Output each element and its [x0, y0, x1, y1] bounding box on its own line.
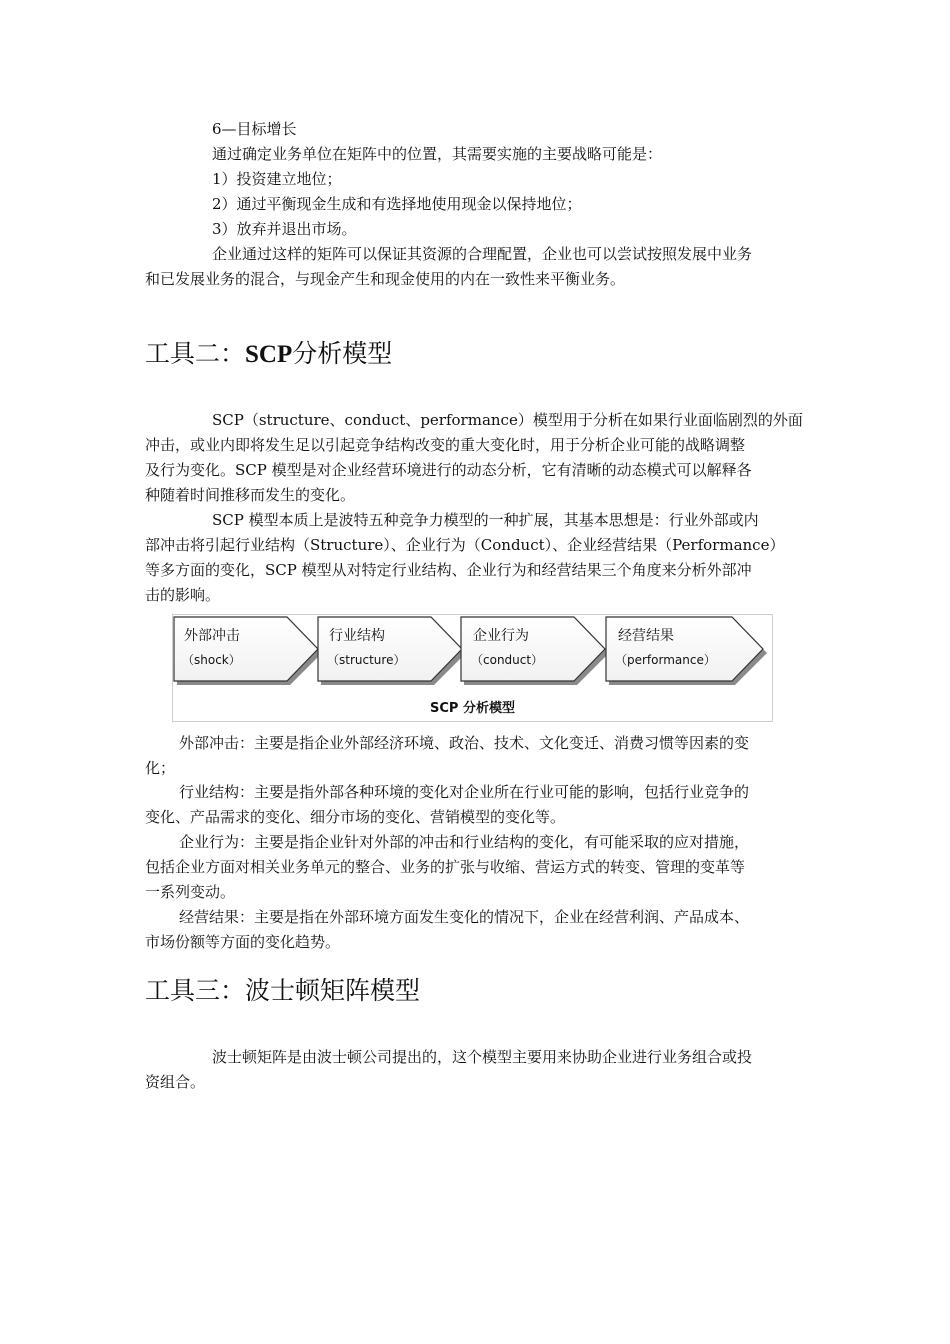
scp-paragraph-1-line-3: 及行为变化。SCP 模型是对企业经营环境进行的动态分析，它有清晰的动态模式可以解释各: [145, 461, 752, 479]
strategy-intro-line: 通过确定业务单位在矩阵中的位置，其需要实施的主要战略可能是：: [212, 145, 663, 163]
scp-paragraph-2-line-4: 击的影响。: [145, 586, 221, 604]
definition-shock-line-1: 外部冲击：主要是指企业外部经济环境、政治、技术、文化变迁、消费习惯等因素的变: [179, 734, 750, 752]
scp-step-1-sub: （shock）: [182, 653, 241, 667]
tool2-heading-prefix: 工具二：: [145, 339, 246, 368]
tool2-heading-bold: SCP: [245, 341, 293, 368]
scp-paragraph-1-line-1: SCP（structure、conduct、performance）模型用于分析在如果行业面临剧烈的外面: [212, 411, 803, 429]
definition-structure-line-1: 行业结构：主要是指外部各种环境的变化对企业所在行业可能的影响，包括行业竞争的: [179, 783, 750, 801]
definition-structure-line-2: 变化、产品需求的变化、细分市场的变化、营销模型的变化等。: [145, 808, 566, 826]
tool2-heading-suffix: 分析模型: [292, 339, 393, 368]
scp-model-diagram: [172, 614, 773, 722]
scp-step-4-sub: （performance）: [615, 653, 716, 667]
scp-step-3-label: 企业行为: [473, 628, 529, 644]
definition-performance-line-1: 经营结果：主要是指在外部环境方面发生变化的情况下，企业在经营利润、产品成本、: [179, 908, 750, 926]
scp-paragraph-2-line-3: 等多方面的变化，SCP 模型从对特定行业结构、企业行为和经营结果三个角度来分析外部冲: [145, 561, 752, 579]
scp-step-2-sub: （structure）: [327, 653, 406, 667]
matrix-paragraph-line-2: 和已发展业务的混合，与现金产生和现金使用的内在一致性来平衡业务。: [145, 270, 626, 288]
scp-diagram-caption: SCP 分析模型: [430, 701, 515, 716]
scp-step-1-label: 外部冲击: [184, 628, 240, 644]
goal-growth-line: 6—目标增长: [212, 120, 297, 138]
bcg-paragraph-line-1: 波士顿矩阵是由波士顿公司提出的，这个模型主要用来协助企业进行业务组合或投: [212, 1048, 753, 1066]
scp-paragraph-1-line-2: 冲击，或业内即将发生足以引起竞争结构改变的重大变化时，用于分析企业可能的战略调整: [145, 436, 746, 454]
scp-paragraph-2-line-1: SCP 模型本质上是波特五种竞争力模型的一种扩展，其基本思想是：行业外部或内: [212, 511, 759, 529]
bcg-paragraph-line-2: 资组合。: [145, 1073, 206, 1091]
definition-shock-line-2: 化；: [145, 759, 176, 777]
strategy-item-1: 1）投资建立地位；: [212, 170, 342, 188]
strategy-item-3: 3）放弃并退出市场。: [212, 220, 357, 238]
matrix-paragraph-line-1: 企业通过这样的矩阵可以保证其资源的合理配置，企业也可以尝试按照发展中业务: [212, 245, 753, 263]
scp-paragraph-2-line-2: 部冲击将引起行业结构（Structure）、企业行为（Conduct）、企业经营结果（Performance）: [145, 536, 785, 554]
definition-performance-line-2: 市场份额等方面的变化趋势。: [145, 933, 341, 951]
tool2-heading: [145, 337, 392, 372]
definition-conduct-line-3: 一系列变动。: [145, 883, 236, 901]
definition-conduct-line-2: 包括企业方面对相关业务单元的整合、业务的扩张与收缩、营运方式的转变、管理的变革等: [145, 858, 746, 876]
tool3-heading: 工具三：波士顿矩阵模型: [145, 976, 421, 1005]
definition-conduct-line-1: 企业行为：主要是指企业针对外部的冲击和行业结构的变化，有可能采取的应对措施，: [179, 833, 750, 851]
scp-step-4-label: 经营结果: [618, 628, 674, 644]
scp-step-2-label: 行业结构: [329, 628, 385, 644]
scp-paragraph-1-line-4: 种随着时间推移而发生的变化。: [145, 486, 356, 504]
strategy-item-2: 2）通过平衡现金生成和有选择地使用现金以保持地位；: [212, 195, 582, 213]
scp-step-3-sub: （conduct）: [471, 653, 544, 667]
